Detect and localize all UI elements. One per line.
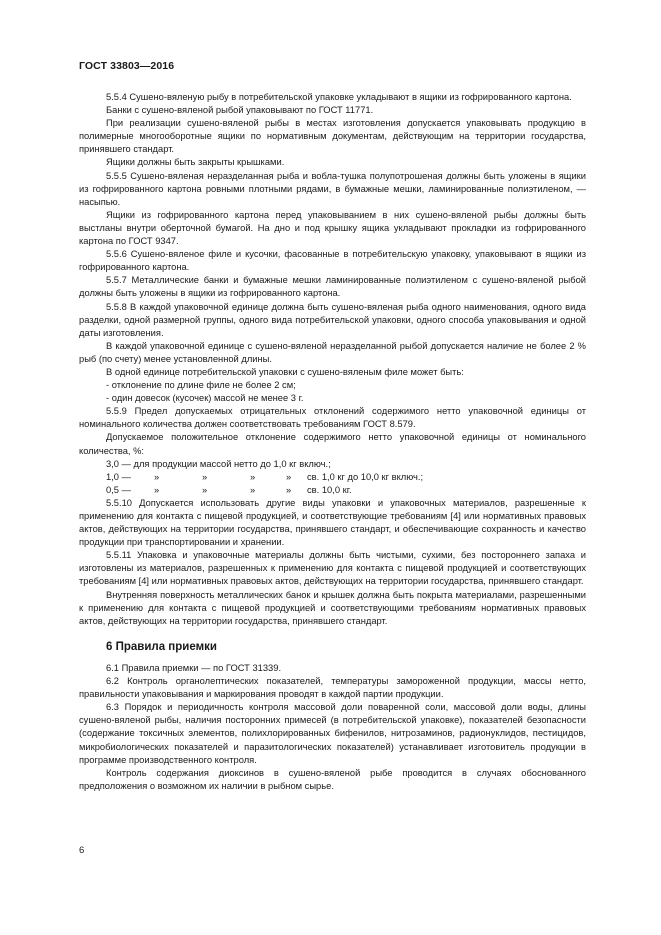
tolerance-text: св. 10,0 кг. — [307, 484, 352, 495]
tolerance-row — [79, 471, 586, 484]
page-number: 6 — [79, 845, 85, 856]
tolerance-table — [79, 458, 586, 497]
paragraph: 5.5.4 Сушено-вяленую рыбу в потребительской упаковке укладывают в ящики из гофрированного картона. — [106, 92, 572, 102]
ditto-mark: » — [286, 484, 292, 495]
paragraph: Внутренняя поверхность металлических банок и крышек должна быть покрыта материалами, разрешенными к применению для контакта с пищевой продукцией и соответствующими требованиям нормативных правовых актов, действующих на территории государства, принявшего стандарт. — [79, 589, 586, 626]
document-body — [79, 91, 586, 793]
paragraph: Ящики должны быть закрыты крышками. — [106, 157, 285, 168]
document-header: ГОСТ 33803—2016 — [79, 60, 175, 72]
paragraph: 6.1 Правила приемки — по ГОСТ 31339. — [106, 662, 282, 673]
paragraph: 5.5.8 В каждой упаковочной единице должна быть сушено-вяленая рыба одного наименования, одного вида разделки, одной размерной группы, одного вида потребительской упаковки, одного способа упаковывания и одной даты изготовления. — [79, 301, 586, 338]
paragraph: В каждой упаковочной единице с сушено-вяленой неразделанной рыбой допускается наличие не более 2 % рыб (по счету) менее установленной длины. — [79, 340, 586, 364]
paragraph: 5.5.5 Сушено-вяленая неразделанная рыба и вобла-тушка полупотрошеная должны быть уложены в ящики из гофрированного картона ровными плотными рядами, в бумажные мешки, ламинированные полиэтиленом, — насыпью. — [79, 170, 586, 207]
ditto-mark: » — [154, 484, 160, 495]
tolerance-text: св. 1,0 кг до 10,0 кг включ.; — [307, 471, 424, 482]
ditto-mark: » — [286, 471, 292, 482]
paragraph: При реализации сушено-вяленой рыбы в местах изготовления допускается упаковывать продукцию в полимерные многооборотные ящики по нормативным документам, действующим на территории государства, принявшего стандарт. — [79, 118, 586, 155]
paragraph: Ящики из гофрированного картона перед упаковыванием в них сушено-вяленой рыбы должны быть выстланы внутри оберточной бумагой. На дно и под крышку ящика укладывают прокладки из гофрированного картона по ГОСТ 9347. — [79, 209, 586, 247]
paragraph: 5.5.10 Допускается использовать другие виды упаковки и упаковочных материалов, разрешенные к применению для контакта с пищевой продукцией, и соответствующие требованиям [4] или нормативных правовых актов, действующих на территории государства, принявшего стандарт, и обеспечивающие сохранность и качество продукции при транспортировании и хранении. — [79, 497, 586, 548]
tolerance-value: 0,5 — — [106, 484, 131, 495]
paragraph: 5.5.11 Упаковка и упаковочные материалы должны быть чистыми, сухими, без постороннего запаха и изготовлены из материалов, разрешенных к применению для контакта с пищевой продукцией и соответствующих требованиям [4] или нормативных правовых актов, действующих на территории государства, принявшего стандарт. — [79, 550, 586, 587]
tolerance-value: 1,0 — — [106, 471, 131, 482]
paragraph: 5.5.6 Сушено-вяленое филе и кусочки, фасованные в потребительскую упаковку, упаковывают в ящики из гофрированного картона. — [79, 249, 586, 273]
section-title: 6 Правила приемки — [106, 640, 217, 653]
list-item: - один довесок (кусочек) массой не менее 3 г. — [106, 393, 304, 404]
paragraph: 6.2 Контроль органолептических показателей, температуры замороженной продукции, массы нетто, правильности упаковывания и маркирования проводят в каждой партии продукции. — [79, 676, 586, 700]
tolerance-row: 3,0 — для продукции массой нетто до 1,0 кг включ.; — [106, 458, 331, 469]
ditto-mark: » — [202, 471, 208, 482]
ditto-mark: » — [202, 484, 208, 495]
ditto-mark: » — [250, 471, 256, 482]
paragraph: Допускаемое положительное отклонение содержимого нетто упаковочной единицы от номинального количества, %: — [79, 432, 586, 456]
ditto-mark: » — [250, 484, 256, 495]
paragraph: Банки с сушено-вяленой рыбой упаковывают по ГОСТ 11771. — [106, 105, 374, 116]
paragraph: 6.3 Порядок и периодичность контроля массовой доли поваренной соли, массовой доли воды, длины сушено-вяленой рыбы, наличия посторонних примесей (в потребительской упаковке), показателей безопасности (содержание токсичных элементов, полихлорированных бифенилов, нитрозаминов, радионуклидов, пестицидов, микробиологических показателей и паразитологических показателей) устанавливает изготовитель продукции в программе производственного контроля. — [79, 702, 586, 765]
paragraph: Контроль содержания диоксинов в сушено-вяленой рыбе проводится в случаях обоснованного предположения о возможном их наличии в рыбном сырье. — [79, 767, 586, 791]
paragraph: В одной единице потребительской упаковки с сушено-вяленым филе может быть: — [106, 366, 464, 377]
tolerance-row — [79, 484, 586, 497]
paragraph: 5.5.7 Металлические банки и бумажные мешки ламинированные полиэтиленом с сушено-вяленой рыбой должны быть уложены в ящики из гофрированного картона. — [79, 275, 586, 299]
list-item: - отклонение по длине филе не более 2 см; — [106, 380, 296, 391]
paragraph: 5.5.9 Предел допускаемых отрицательных отклонений содержимого нетто упаковочной единицы от номинального количества должен соответствовать требованиям ГОСТ 8.579. — [79, 406, 586, 430]
ditto-mark: » — [154, 471, 160, 482]
